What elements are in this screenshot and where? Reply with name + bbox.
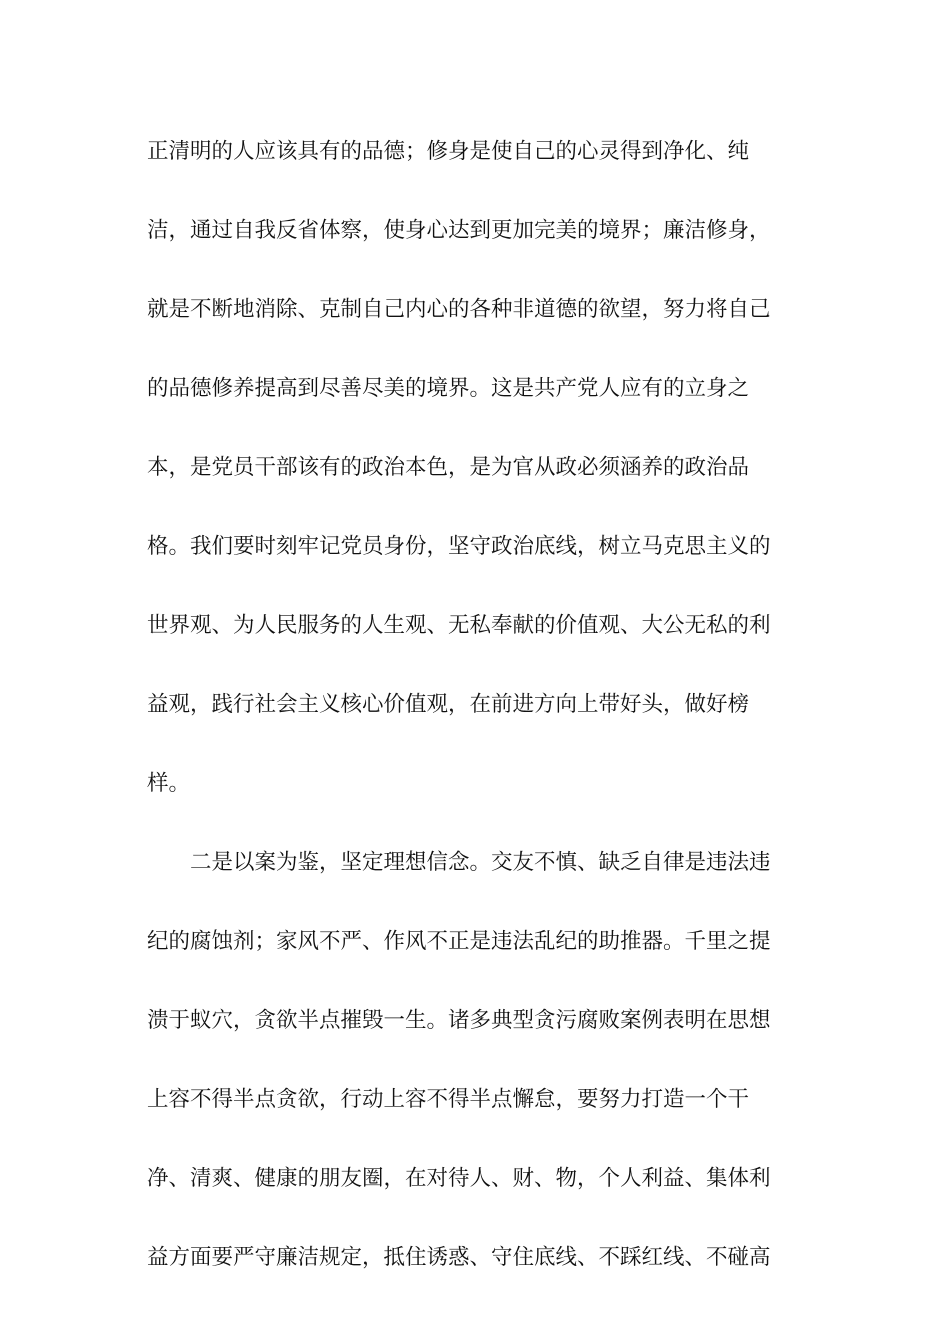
text-line: 益观，践行社会主义核心价值观，在前进方向上带好头，做好榜 [147,692,750,717]
body-text [147,132,807,1317]
text-line: 的品德修养提高到尽善尽美的境界。这是共产党人应有的立身之 [147,376,750,401]
text-line: 上容不得半点贪欲，行动上容不得半点懈怠，要努力打造一个干 [147,1087,750,1112]
text-line: 正清明的人应该具有的品德；修身是使自己的心灵得到净化、纯 [147,139,750,164]
text-line: 样。 [147,771,191,796]
text-line: 净、清爽、健康的朋友圈，在对待人、财、物，个人利益、集体利 [147,1166,771,1191]
text-line: 益方面要严守廉洁规定，抵住诱惑、守住底线、不踩红线、不碰高 [147,1245,771,1270]
text-line: 格。我们要时刻牢记党员身份，坚守政治底线，树立马克思主义的 [147,534,771,559]
text-line: 本，是党员干部该有的政治本色，是为官从政必须涵养的政治品 [147,455,750,480]
paragraph-start-line: 二是以案为鉴，坚定理想信念。交友不慎、缺乏自律是违法违 [190,850,771,875]
text-line: 洁，通过自我反省体察，使身心达到更加完美的境界；廉洁修身， [147,218,771,243]
text-line: 纪的腐蚀剂；家风不严、作风不正是违法乱纪的助推器。千里之提 [147,929,771,954]
text-line: 溃于蚁穴，贪欲半点摧毁一生。诸多典型贪污腐败案例表明在思想 [147,1008,771,1033]
text-line: 就是不断地消除、克制自己内心的各种非道德的欲望，努力将自己 [147,297,771,322]
text-line: 世界观、为人民服务的人生观、无私奉献的价值观、大公无私的利 [147,613,771,638]
